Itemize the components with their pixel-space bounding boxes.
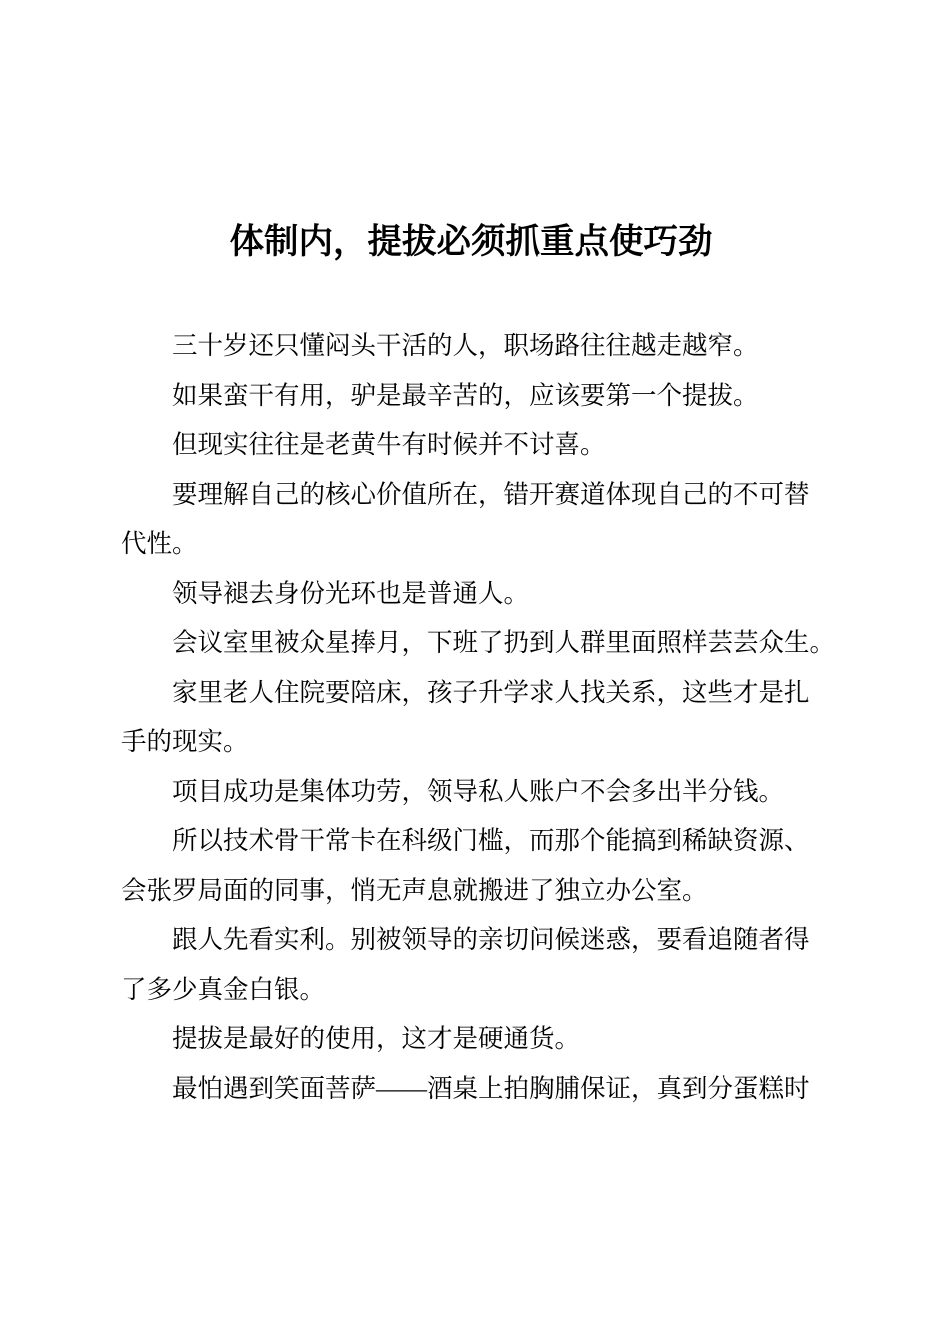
text-line: 了多少真金白银。 — [121, 974, 326, 1004]
text-line: 领导褪去身份光环也是普通人。 — [172, 578, 530, 608]
text-line: 项目成功是集体功劳，领导私人账户不会多出半分钱。 — [172, 776, 785, 806]
text-line: 三十岁还只懂闷头干活的人，职场路往往越走越窄。 — [172, 331, 759, 360]
text-line: 会议室里被众星捧月，下班了扔到人群里面照样芸芸众生。 — [172, 628, 836, 657]
document-body — [121, 321, 836, 1113]
paragraph — [121, 618, 836, 668]
text-line: 但现实往往是老黄牛有时候并不讨喜。 — [172, 430, 606, 459]
text-line: 跟人先看实利。别被领导的亲切问候迷惑，要看追随者得 — [172, 925, 810, 954]
paragraph — [121, 470, 821, 569]
text-line: 最怕遇到笑面菩萨——酒桌上拍胸脯保证，真到分蛋糕时 — [172, 1073, 810, 1103]
paragraph — [121, 1064, 821, 1114]
paragraph — [121, 816, 821, 915]
paragraph — [121, 1014, 821, 1064]
paragraph — [121, 915, 821, 1014]
paragraph — [121, 371, 821, 421]
text-line: 家里老人住院要陪床，孩子升学求人找关系，这些才是扎 — [172, 677, 810, 707]
text-line: 手的现实。 — [121, 727, 249, 756]
text-line: 提拔是最好的使用，这才是硬通货。 — [172, 1024, 581, 1053]
text-line: 会张罗局面的同事，悄无声息就搬进了独立办公室。 — [121, 875, 708, 905]
text-line: 如果蛮干有用，驴是最辛苦的，应该要第一个提拔。 — [172, 380, 759, 410]
text-line: 所以技术骨干常卡在科级门槛，而那个能搞到稀缺资源、 — [172, 826, 810, 855]
text-line: 代性。 — [121, 529, 198, 558]
paragraph — [121, 569, 821, 619]
text-line: 要理解自己的核心价值所在，错开赛道体现自己的不可替 — [172, 479, 810, 509]
paragraph — [121, 668, 821, 767]
paragraph — [121, 767, 821, 817]
paragraph — [121, 321, 821, 371]
paragraph — [121, 420, 821, 470]
page-title: 体制内，提拔必须抓重点使巧劲 — [229, 223, 713, 261]
